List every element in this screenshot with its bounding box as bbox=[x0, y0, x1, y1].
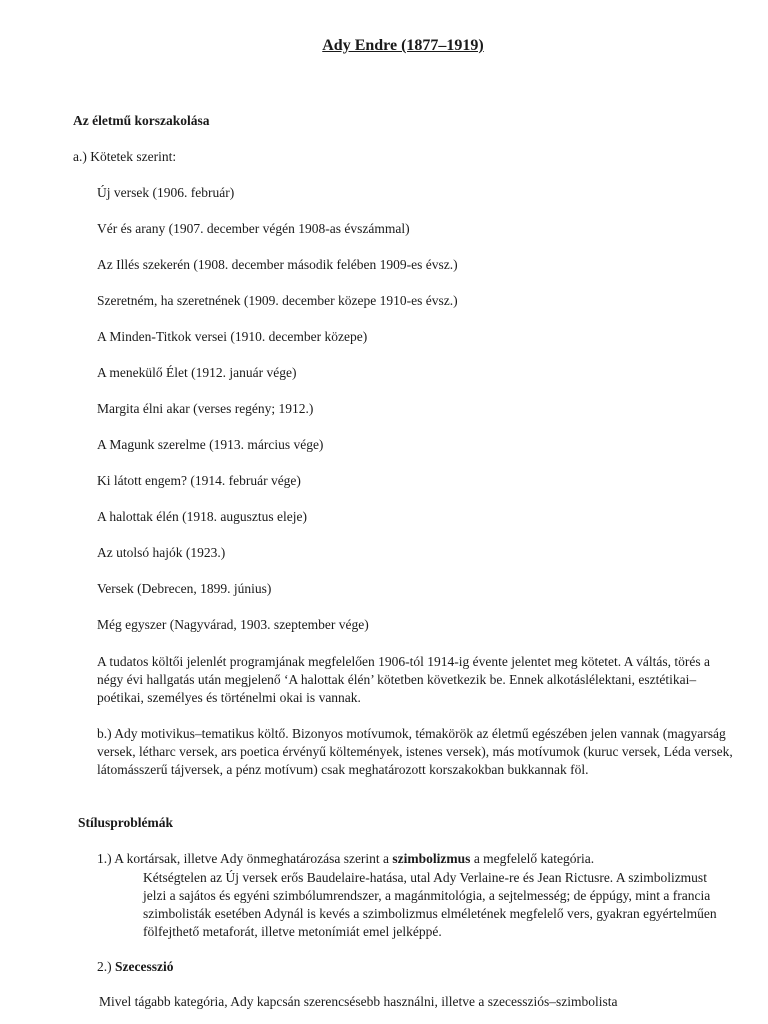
list-item: Még egyszer (Nagyvárad, 1903. szeptember vége) bbox=[97, 617, 369, 632]
list-item: A menekülő Élet (1912. január vége) bbox=[97, 365, 297, 380]
list-item: Vér és arany (1907. december végén 1908-as évszámmal) bbox=[97, 221, 410, 236]
section-heading-style-problems: Stílusproblémák bbox=[78, 815, 174, 830]
list-item: A halottak élén (1918. augusztus eleje) bbox=[97, 509, 307, 524]
paragraph-volumes-summary: A tudatos költői jelenlét programjának megfelelően 1906-tól 1914-ig évente jelentet meg kötetet. A váltás, törés a négy évi hallgatás után megjelenő ‘A halottak élén’ kötetben következik be. Ennek alkotáslélektani, esztétikai–poétikai, személyes és történelmi okai is vannak. bbox=[97, 654, 710, 705]
subheading-by-volumes: a.) Kötetek szerint: bbox=[73, 149, 177, 164]
list-item: Versek (Debrecen, 1899. június) bbox=[97, 581, 272, 596]
paragraph-symbolism: Kétségtelen az Új versek erős Baudelaire-hatása, utal Ady Verlaine-re és Jean Rictusre. A szimbolizmust jelzi a sajátos és egyéni szimbólumrendszer, a magánmitológia, a sejtelmesség; de éppúgy, mint a francia szimbolisták esetében Adynál is kevés a szimbolizmus elméletének megfelelő vers, gyakran egyértelműen fölfejthető metaforát, illetve metonímiát emel jelképpé. bbox=[143, 870, 717, 939]
term-symbolism: szimbolizmus bbox=[392, 851, 471, 866]
item-text: A kortársak, illetve Ady önmeghatározása szerint a bbox=[114, 851, 390, 866]
list-item: Új versek (1906. február) bbox=[97, 185, 235, 200]
term-secession: Szecesszió bbox=[115, 959, 174, 974]
list-item: A Minden-Titkok versei (1910. december közepe) bbox=[97, 329, 368, 344]
section-heading-periodization: Az életmű korszakolása bbox=[73, 113, 210, 128]
page-title: Ady Endre (1877–1919) bbox=[322, 37, 484, 54]
numbered-item-1-intro bbox=[97, 851, 594, 867]
paragraph-secession-start: Mivel tágabb kategória, Ady kapcsán szerencsésebb használni, illetve a szecessziós–szimbolista bbox=[99, 994, 618, 1009]
item-text: a megfelelő kategória. bbox=[473, 851, 595, 866]
list-item: Az utolsó hajók (1923.) bbox=[97, 545, 226, 560]
paragraph-motifs: b.) Ady motivikus–tematikus költő. Bizonyos motívumok, témakörök az életmű egészében jelen vannak (magyarság versek, létharc versek, ars poetica érvényű költemények, istenes versek), más motívumok (kuruc versek, Léda versek, látomásszerű tájversek, a pénz motívum) csak meghatározott korszakokban bukkannak föl. bbox=[97, 726, 733, 777]
numbered-item-2 bbox=[97, 959, 173, 975]
list-item: A Magunk szerelme (1913. március vége) bbox=[97, 437, 324, 452]
list-item: Az Illés szekerén (1908. december második felében 1909-es évsz.) bbox=[97, 257, 458, 272]
item-number: 1.) bbox=[97, 851, 112, 866]
list-item: Ki látott engem? (1914. február vége) bbox=[97, 473, 301, 488]
list-item: Margita élni akar (verses regény; 1912.) bbox=[97, 401, 314, 416]
item-number: 2.) bbox=[97, 959, 112, 974]
list-item: Szeretném, ha szeretnének (1909. december közepe 1910-es évsz.) bbox=[97, 293, 458, 308]
